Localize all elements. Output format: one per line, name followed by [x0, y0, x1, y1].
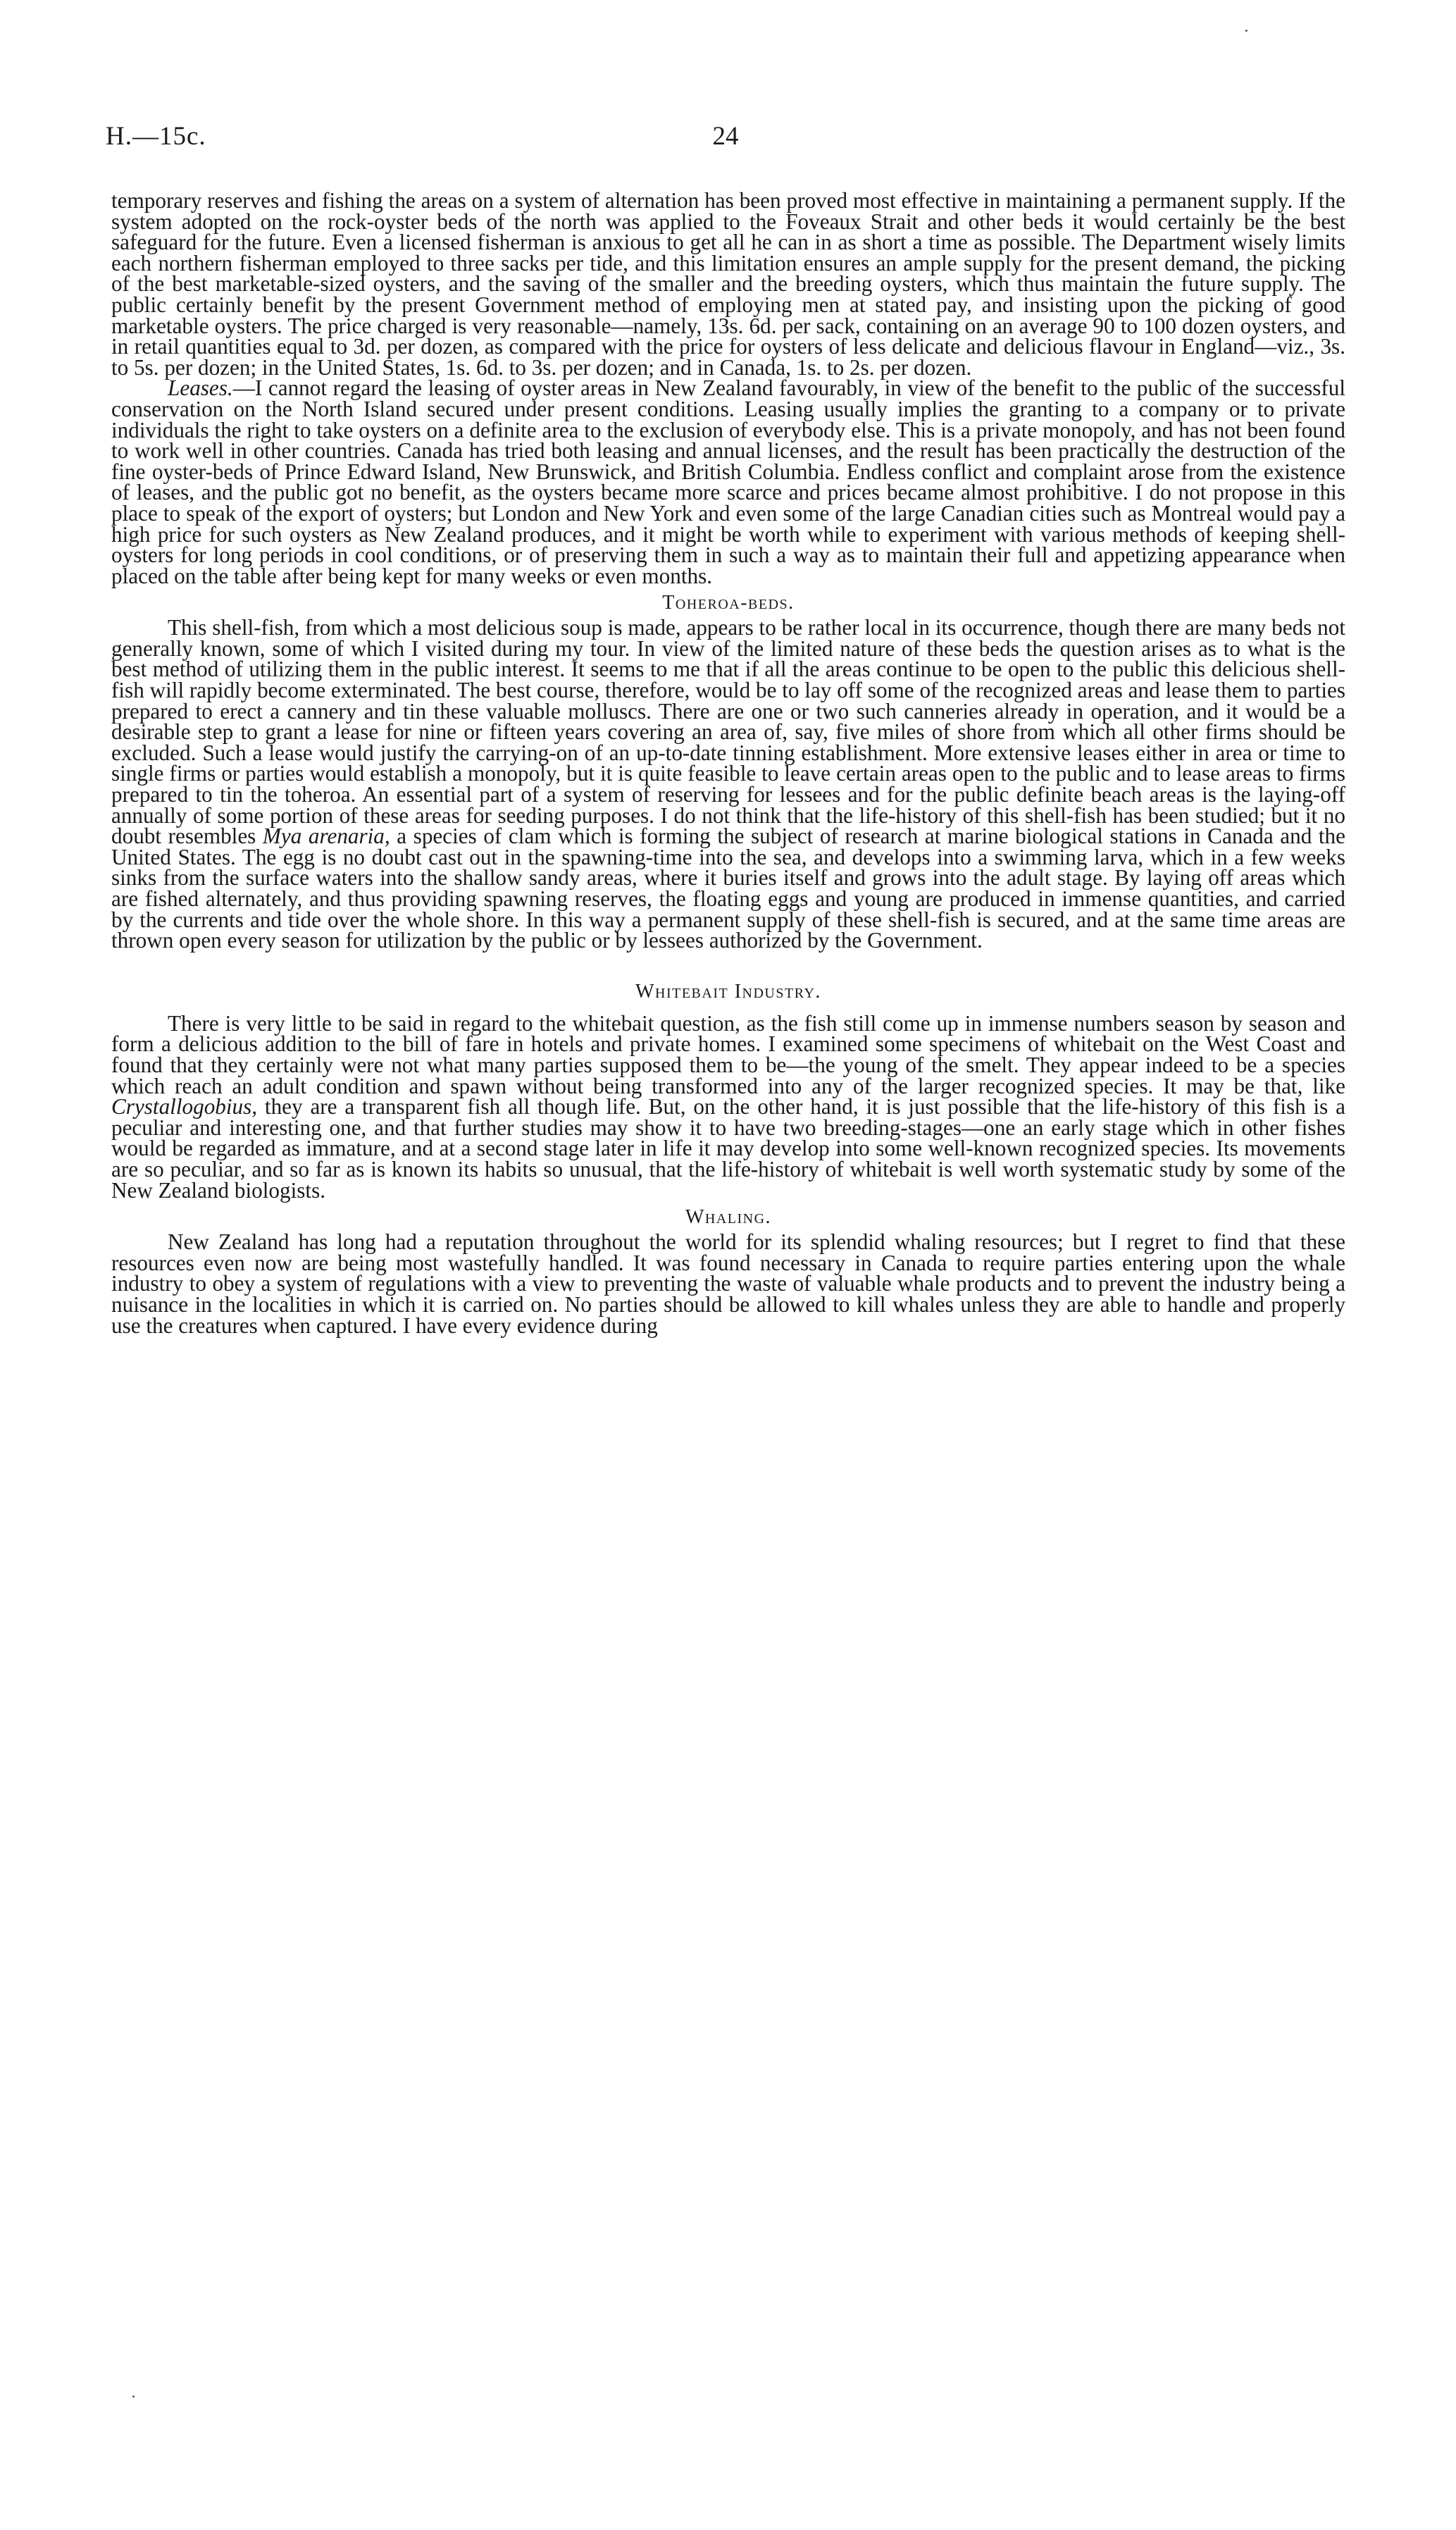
heading-whaling: Whaling. [685, 1206, 772, 1229]
heading-whitebait-industry: Whitebait Industry. [635, 980, 821, 1003]
margin-mark [1245, 30, 1247, 32]
paragraph-whitebait [111, 1010, 1345, 1203]
paragraph-whaling: New Zealand has long had a reputation throughout the world for its splendid whaling resources; but I regret to find that these resources even now are being most wastefully handled. It was found necessary in Canada to require parties entering upon the whale industry to obey a system of regulations with a view to preventing the waste of valuable whale products and to prevent the industry being a nuisance in the localities in which it is carried on. No parties should be allowed to kill whales unless they are able to handle and properly use the creatures when captured. I have every evidence during [111, 1229, 1345, 1338]
paragraph-leases [111, 378, 1345, 586]
species-crystallogobius: Crystallogobius, [111, 1094, 258, 1120]
whitebait-text-part1: There is very little to be said in regard to the whitebait question, as the fish still come up in immense numbers season by season and form a delicious addition to the bill of fare in hotels and private homes. I examined some specimens of whitebait on the West Coast and found that they certainly were not what many parties supposed them to be—the young of the smelt. They appear indeed to be a species which reach an adult condition and spawn without being transformed into any of the larger recognized species. It may be that, like [111, 1010, 1345, 1098]
heading-toheroa-beds: Toheroa-beds. [662, 592, 795, 614]
leases-label: Leases. [168, 376, 233, 401]
whitebait-text-part2: they are a transparent fish all though life. But, on the other hand, it is just possible that the life-history of this fish is a peculiar and interesting one, and that further studies may show it to have two breeding-stages—one an early stage which in other fishes would be regarded as immature, and at a second stage later in life it may develop into some well-known recognized species. Its movements are so peculiar, and so far as is known its habits so unusual, that the life-history of whitebait is well worth systematic study by some of the New Zealand biologists. [111, 1094, 1345, 1203]
toheroa-text-part2: a species of clam which is forming the subject of research at marine biological stations in Canada and the United States. The egg is no doubt cast out in the spawning-time into the sea, and develops into a swimming larva, which in a few weeks sinks from the surface waters into the shallow sandy areas, where it buries itself and grows into the adult stage. By laying off areas which are fished alternately, and thus providing spawning reserves, the floating eggs and young are produced in immense quantities, and carried by the currents and tide over the whole shore. In this way a permanent supply of these shell-fish is secured, and at the same time areas are thrown open every season for utilization by the public or by lessees authorized by the Government. [111, 824, 1345, 953]
margin-mark [132, 2395, 135, 2398]
paragraph-oyster-reserves: temporary reserves and fishing the areas on a system of alternation has been proved most effective in maintaining a permanent supply. If the system adopted on the rock-oyster beds of the north was applied to the Foveaux Strait and other beds it would certainly be the best safeguard for the future. Even a licensed fisherman is anxious to get all he can in as short a time as possible. The Department wisely limits each northern fisherman employed to three sacks per tide, and this limitation ensures an ample supply for the present demand, the picking of the best marketable-sized oysters, and the saving of the smaller and the breeding oysters, which thus maintain the future supply. The public certainly benefit by the present Government method of employing men at stated pay, and insisting upon the picking of good marketable oysters. The price charged is very reasonable—namely, 13s. 6d. per sack, containing on an average 90 to 100 dozen oysters, and in retail quantities equal to 3d. per dozen, as compared with the price for oysters of less delicate and delicious flavour in England—viz., 3s. to 5s. per dozen; in the United States, 1s. 6d. to 3s. per dozen; and in Canada, 1s. to 2s. per dozen. [111, 188, 1345, 380]
page-number: 24 [712, 122, 739, 151]
page-header [106, 121, 1345, 156]
toheroa-text-part1: This shell-fish, from which a most delicious soup is made, appears to be rather local in its occurrence, though there are many beds not generally known, some of which I visited during my tour. In view of the limited nature of these beds the question arises as to what is the best method of utilizing them in the public interest. It seems to me that if all the areas continue to be open to the public this delicious shell-fish will rapidly become exterminated. The best course, therefore, would be to lay off some of the recognized areas and lease them to parties prepared to erect a cannery and tin these valuable molluscs. There are one or two such canneries already in operation, and it would be a desirable step to grant a lease for nine or fifteen years covering an area of, say, five miles of shore from which all other firms should be excluded. Such a lease would justify the carrying-on of an up-to-date tinning establishment. More extensive leases either in area or time to single firms or parties would establish a monopoly, but it is quite feasible to leave certain areas open to the public and to lease areas to firms prepared to tin the toheroa. An essential part of a system of reserving for lessees and for the public definite beach areas is the laying-off annually of some portion of these areas for seeding purposes. I do not think that the life-history of this shell-fish has been studied; but it no doubt resembles [111, 615, 1345, 849]
leases-text: —I cannot regard the leasing of oyster areas in New Zealand favourably, in view of the benefit to the public of the successful conservation on the North Island secured under present conditions. Leasing usually implies the granting to a company or to private individuals the right to take oysters on a definite area to the exclusion of everybody else. This is a private monopoly, and has not been found to work well in other countries. Canada has tried both leasing and annual licenses, and the result has been practically the destruction of the fine oyster-beds of Prince Edward Island, New Brunswick, and British Columbia. Endless conflict and complaint arose from the existence of leases, and the public got no benefit, as the oysters became more scarce and prices became almost prohibitive. I do not propose in this place to speak of the export of oysters; but London and New York and even some of the large Canadian cities such as Montreal would pay a high price for such oysters as New Zealand produces, and it might be worth while to experiment with various methods of keeping shell-oysters for long periods in cool conditions, or of preserving them in such a way as to maintain their full and appetizing appearance when placed on the table after being kept for many weeks or even months. [111, 376, 1345, 588]
body-text [111, 190, 1345, 1336]
document-reference: H.—15c. [106, 122, 206, 151]
paragraph-toheroa [111, 617, 1345, 951]
species-mya-arenaria: Mya arenaria, [262, 824, 390, 849]
